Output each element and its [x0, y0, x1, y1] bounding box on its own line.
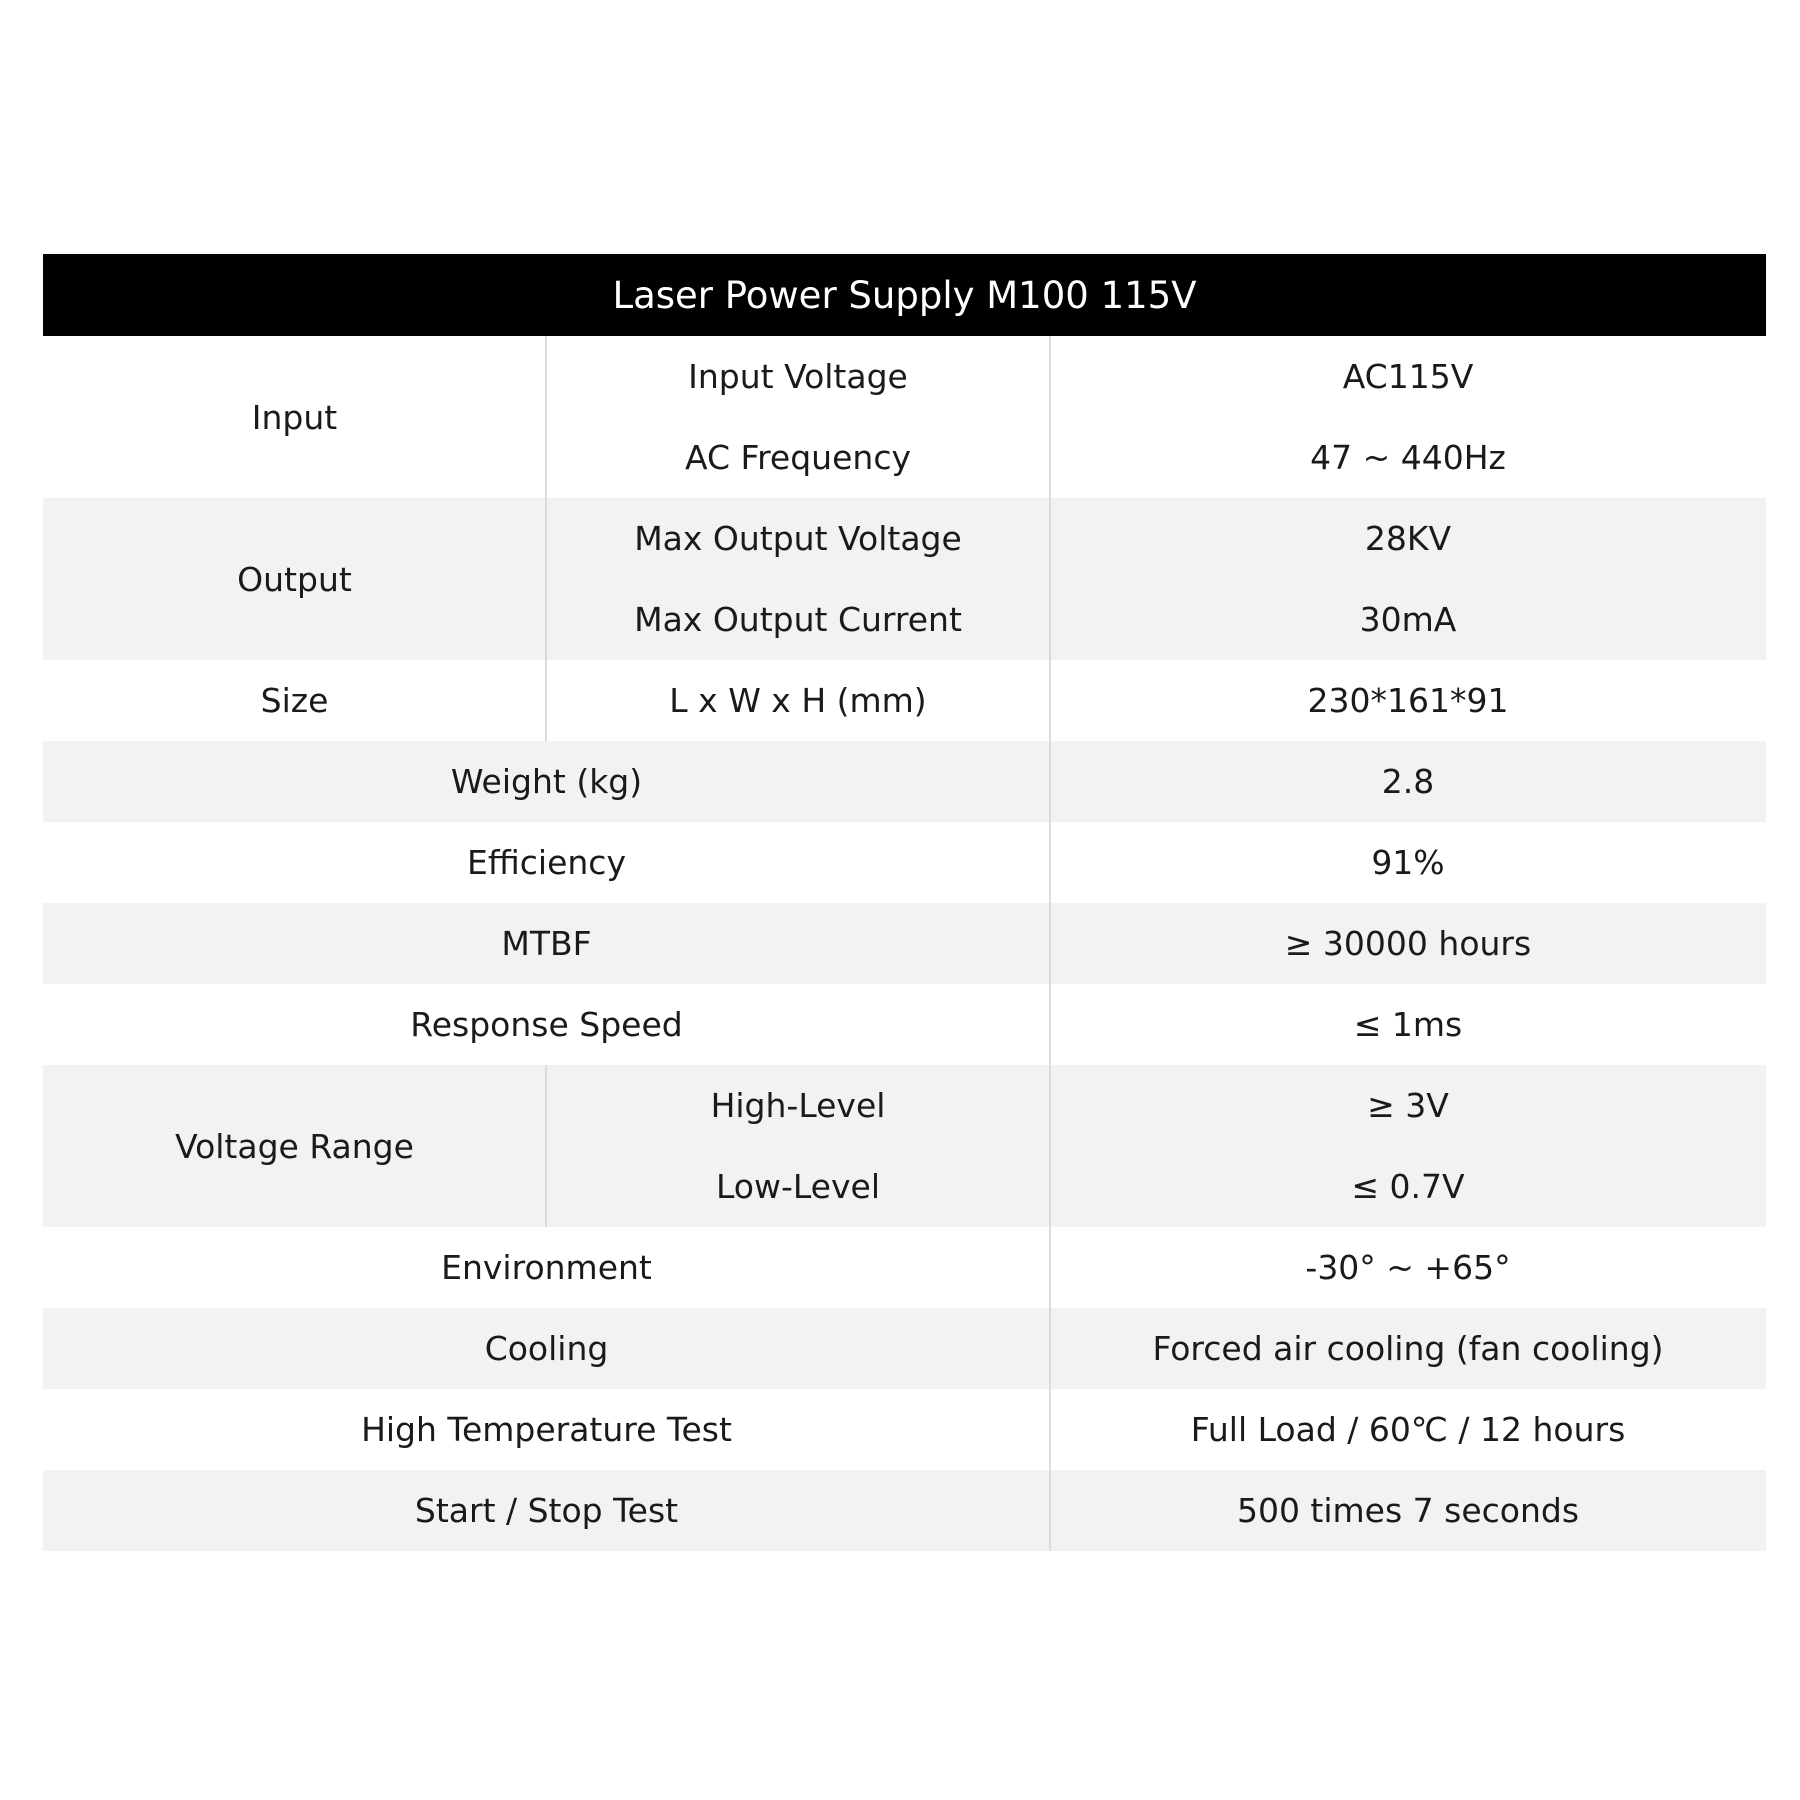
row-label: Response Speed	[410, 1005, 683, 1044]
spec-table	[43, 254, 1766, 1551]
row-label: Environment	[441, 1248, 652, 1287]
table-row-start-stop-test	[43, 1470, 1766, 1551]
row-value: AC115V	[1342, 357, 1474, 396]
table-row-weight	[43, 741, 1766, 822]
table-row-input	[43, 336, 1766, 498]
row-value: Full Load / 60℃ / 12 hours	[1190, 1410, 1626, 1449]
row-value: 2.8	[1381, 762, 1435, 801]
row-label: High Temperature Test	[361, 1410, 732, 1449]
row-label: AC Frequency	[684, 438, 911, 477]
row-value: ≤ 1ms	[1353, 1005, 1463, 1044]
table-title: Laser Power Supply M100 115V	[43, 254, 1766, 336]
table-row-response-speed	[43, 984, 1766, 1065]
row-label: L x W x H (mm)	[669, 681, 927, 720]
row-label: Start / Stop Test	[414, 1491, 679, 1530]
row-value: ≤ 0.7V	[1351, 1167, 1465, 1206]
row-value: 230*161*91	[1307, 681, 1509, 720]
row-label: Weight (kg)	[450, 762, 643, 801]
row-label: Efficiency	[467, 843, 626, 882]
row-value: ≥ 30000 hours	[1284, 924, 1532, 963]
row-label: Max Output Current	[634, 600, 962, 639]
table-row-size	[43, 660, 1766, 741]
row-value: 30mA	[1359, 600, 1457, 639]
row-group-label: Input	[251, 397, 338, 437]
row-value: 47 ~ 440Hz	[1310, 438, 1506, 477]
row-value: -30° ~ +65°	[1305, 1248, 1511, 1287]
table-row-voltage-range	[43, 1065, 1766, 1227]
row-label: High-Level	[710, 1086, 886, 1125]
table-row-efficiency	[43, 822, 1766, 903]
table-row-output	[43, 498, 1766, 660]
row-value: Forced air cooling (fan cooling)	[1152, 1329, 1664, 1368]
row-value: 91%	[1371, 843, 1445, 882]
row-label: Low-Level	[715, 1167, 880, 1206]
table-row-mtbf	[43, 903, 1766, 984]
row-label: Cooling	[484, 1329, 609, 1368]
table-row-cooling	[43, 1308, 1766, 1389]
row-value: ≥ 3V	[1367, 1086, 1449, 1125]
row-group-label: Voltage Range	[175, 1126, 414, 1166]
row-value: 28KV	[1364, 519, 1452, 558]
table-row-high-temperature-test	[43, 1389, 1766, 1470]
table-row-environment	[43, 1227, 1766, 1308]
row-label: Input Voltage	[688, 357, 908, 396]
row-group-label: Output	[237, 559, 352, 599]
row-value: 500 times 7 seconds	[1236, 1491, 1580, 1530]
row-label: Max Output Voltage	[634, 519, 962, 558]
row-label: MTBF	[501, 924, 592, 963]
row-group-label: Size	[260, 681, 329, 720]
